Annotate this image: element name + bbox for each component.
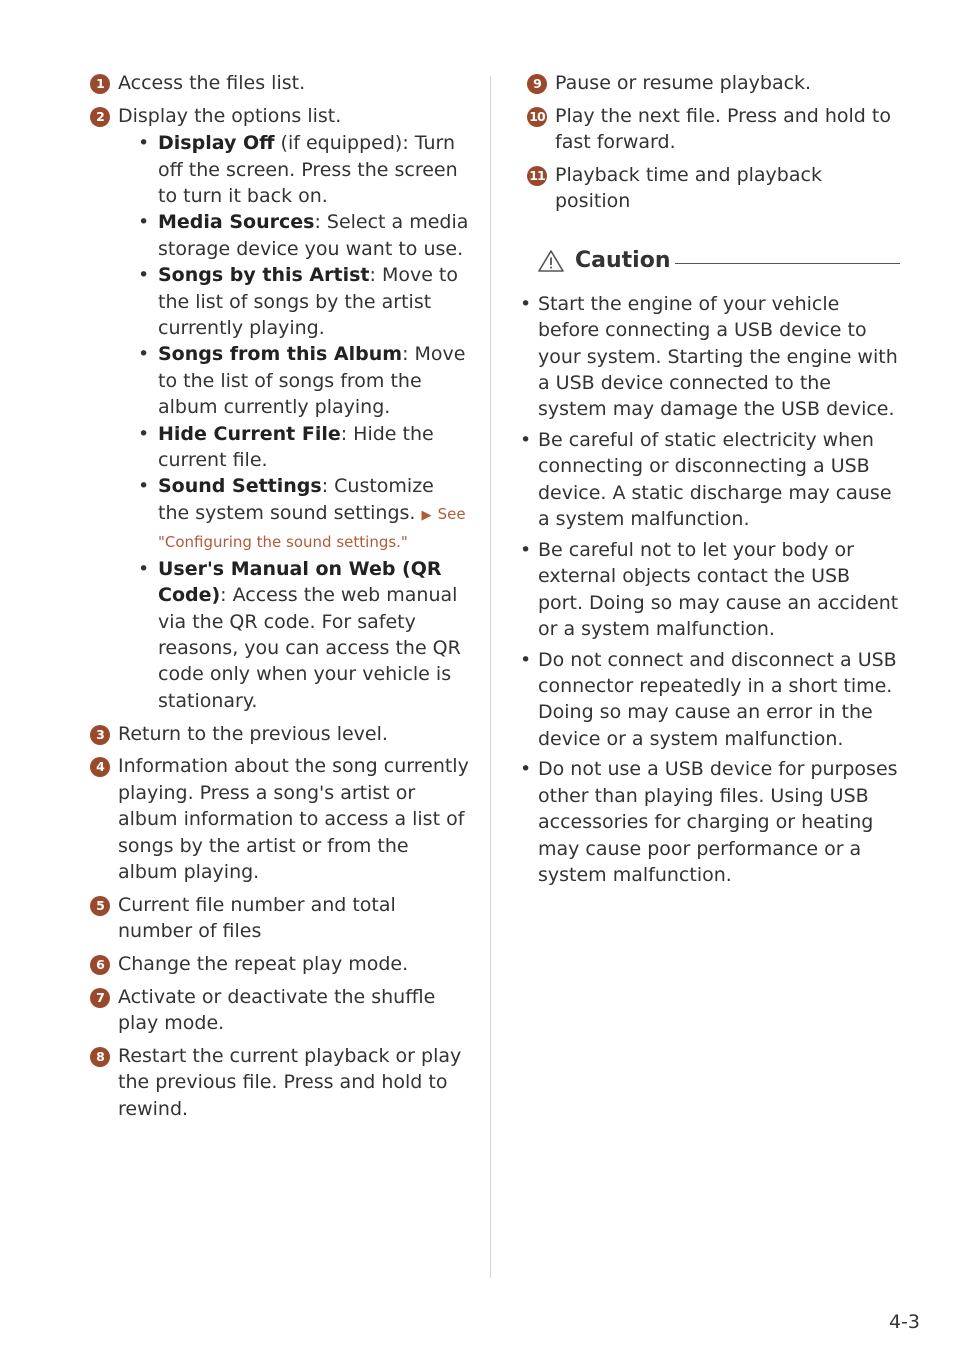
option-display-off: • Display Off (if equipped): Turn off the screen. Press the screen to turn it back on. (138, 130, 470, 209)
item-number-badge: 2 (90, 107, 110, 127)
left-column (96, 70, 470, 1129)
warning-triangle-icon (537, 249, 565, 273)
item-text: Return to the previous level. (118, 722, 388, 745)
list-item (96, 103, 470, 714)
item-text: Restart the current playback or play the previous file. Press and hold to rewind. (118, 1044, 462, 1120)
item-text: Information about the song currently playing. Press a song's artist or album information to access a list of songs by the artist or from the album playing. (118, 755, 469, 883)
column-divider (490, 76, 491, 1278)
list-item (529, 162, 900, 215)
caution-item: • Start the engine of your vehicle before connecting a USB device to your system. Starting the engine with a USB device connected to the system may damage the USB device. (538, 291, 900, 423)
list-item (96, 721, 470, 747)
options-list (138, 130, 470, 714)
option-songs-from-album: • Songs from this Album: Move to the list of songs from the album currently playing. (138, 341, 470, 420)
item-number-badge: 6 (90, 955, 110, 975)
option-sound-settings: • Sound Settings: Customize the system sound settings. ▶ See "Configuring the sound settings." (138, 473, 470, 555)
option-hide-current-file: • Hide Current File: Hide the current file. (138, 421, 470, 474)
list-item (96, 892, 470, 945)
list-item (533, 70, 900, 96)
item-text: Playback time and playback position (555, 164, 822, 213)
item-number-badge: 1 (90, 74, 110, 94)
item-text: Pause or resume playback. (555, 72, 812, 94)
caution-item: • Be careful of static electricity when connecting or disconnecting a USB device. A static discharge may cause a system malfunction. (538, 427, 900, 533)
caution-item: • Be careful not to let your body or external objects contact the USB port. Doing so may cause an accident or a system malfunction. (538, 537, 900, 643)
item-text: Display the options list. (118, 104, 342, 127)
option-media-sources: • Media Sources: Select a media storage device you want to use. (138, 209, 470, 262)
right-column (529, 70, 900, 893)
item-number-badge: 10 (527, 107, 547, 127)
caution-title: Caution (575, 247, 671, 273)
item-text: Play the next file. Press and hold to fast forward. (555, 104, 891, 154)
item-number-badge: 11 (527, 166, 547, 186)
page-number: 4-3 (888, 1311, 920, 1333)
item-number-badge: 7 (90, 988, 110, 1008)
option-songs-by-artist: • Songs by this Artist: Move to the list of songs by the artist currently playing. (138, 262, 470, 341)
caution-header (555, 247, 900, 287)
item-text: Access the files list. (118, 72, 306, 94)
caution-item: • Do not use a USB device for purposes other than playing files. Using USB accessories for charging or heating may cause poor performance or a system malfunction. (538, 756, 900, 888)
item-number-badge: 9 (527, 74, 547, 94)
list-item (96, 753, 470, 885)
list-item (529, 103, 900, 156)
see-arrow-icon: ▶ (421, 507, 432, 523)
item-text: Activate or deactivate the shuffle play mode. (118, 985, 436, 1035)
list-item (96, 70, 470, 96)
item-number-badge: 3 (90, 725, 110, 745)
item-number-badge: 8 (90, 1047, 110, 1067)
item-text: Change the repeat play mode. (118, 952, 409, 975)
list-item (96, 951, 470, 977)
item-number-badge: 4 (90, 757, 110, 777)
item-number-badge: 5 (90, 896, 110, 916)
see-label: See (437, 504, 466, 523)
list-item (96, 1043, 470, 1122)
option-users-manual-web: • User's Manual on Web (QR Code): Access the web manual via the QR code. For safety reasons, you can access the QR code only when your vehicle is stationary. (138, 556, 470, 714)
caution-list (538, 291, 900, 889)
item-text: Current file number and total number of files (118, 893, 396, 943)
caution-rule (675, 263, 900, 264)
caution-item: • Do not connect and disconnect a USB connector repeatedly in a short time. Doing so may cause an error in the device or a system malfunction. (538, 647, 900, 753)
list-item (96, 984, 470, 1037)
cross-reference-link[interactable]: "Configuring the sound settings." (158, 533, 408, 552)
